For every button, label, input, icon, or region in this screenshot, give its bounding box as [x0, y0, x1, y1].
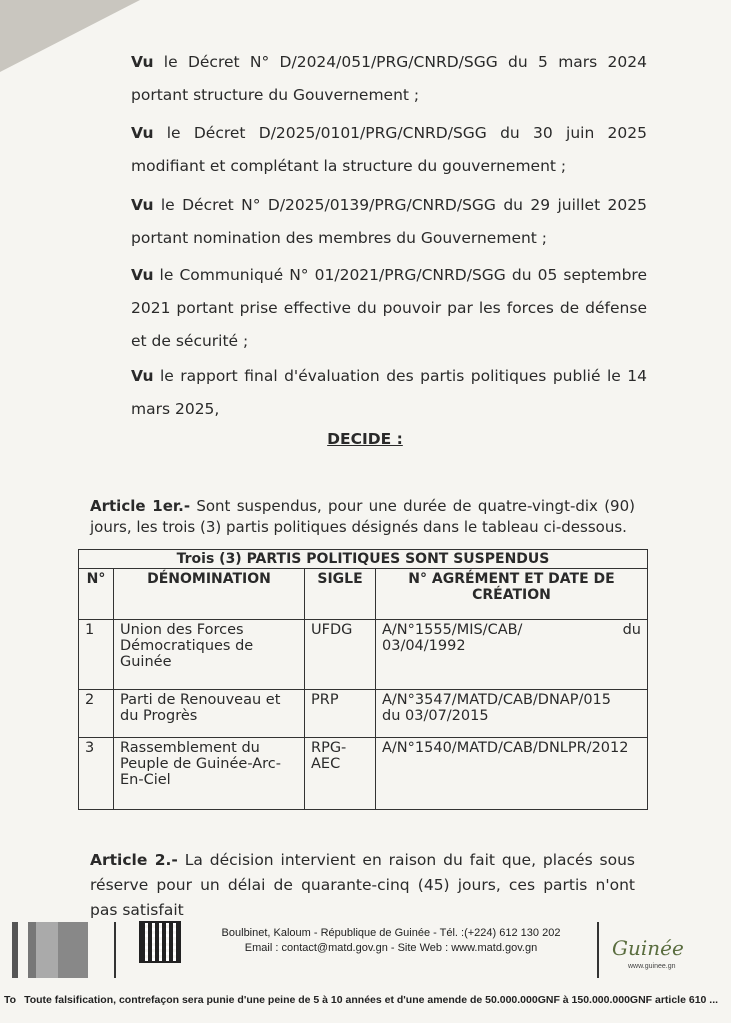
visa-text: le Décret D/2025/0101/PRG/CNRD/SGG du 30 juin 2025 modifiant et complétant la structure du gouvernement ; [131, 124, 647, 175]
cell-agrement [376, 738, 648, 810]
footer-address: Boulbinet, Kaloum - République de Guinée - Tél. :(+224) 612 130 202 [221, 927, 561, 939]
cell-sigle: RPG-AEC [305, 738, 376, 810]
article-1 [90, 496, 635, 538]
visa-prefix: Vu [131, 124, 154, 142]
suspended-parties-table [78, 549, 648, 810]
article-2 [90, 848, 635, 923]
qr-code-icon [139, 921, 181, 963]
agrement-suffix: du [622, 622, 641, 638]
agrement-number: A/N°1555/MIS/CAB/ [382, 622, 523, 638]
visa-prefix: Vu [131, 367, 154, 385]
visa-text: le Décret N° D/2024/051/PRG/CNRD/SGG du 5 mars 2024 portant structure du Gouvernement ; [131, 53, 647, 104]
table-row [79, 690, 648, 738]
header-sigle: SIGLE [305, 569, 376, 620]
cell-agrement [376, 690, 648, 738]
footer-warning-text: Toute falsification, contrefaçon sera punie d'une peine de 5 à 10 années et d'une amende de 50.000.000GNF à 150.000.000GNF article 610 ... [24, 994, 719, 1006]
decide-heading: DECIDE : [327, 430, 403, 448]
footer-divider [597, 922, 599, 978]
cell-agrement [376, 620, 648, 690]
visa-3 [131, 189, 647, 255]
guinee-logo-url: www.guinee.gn [628, 963, 676, 970]
visa-prefix: Vu [131, 196, 154, 214]
article-2-label: Article 2.- [90, 851, 178, 869]
visa-text: le Communiqué N° 01/2021/PRG/CNRD/SGG du 05 septembre 2021 portant prise effective du pouvoir par les forces de défense et de sécurité ; [131, 266, 647, 350]
article-1-text: Sont suspendus, pour une durée de quatre-vingt-dix (90) jours, les trois (3) partis politiques désignés dans le tableau ci-dessous. [90, 497, 635, 536]
header-num: N° [79, 569, 114, 620]
cell-num: 1 [79, 620, 114, 690]
cell-name: Rassemblement du Peuple de Guinée-Arc-En-Ciel [114, 738, 305, 810]
footer-contact [196, 926, 586, 956]
footer-lead: To [4, 994, 17, 1006]
header-denomination: DÉNOMINATION [114, 569, 305, 620]
agrement-date: du 03/07/2015 [382, 708, 489, 724]
article-1-label: Article 1er.- [90, 497, 191, 515]
cell-sigle: PRP [305, 690, 376, 738]
visa-prefix: Vu [131, 266, 154, 284]
visa-text: le rapport final d'évaluation des partis politiques publié le 14 mars 2025, [131, 367, 647, 418]
footer-divider [114, 922, 116, 978]
table-caption: Trois (3) PARTIS POLITIQUES SONT SUSPENDUS [79, 550, 648, 569]
visa-prefix: Vu [131, 53, 154, 71]
agrement-date: 03/04/1992 [382, 638, 466, 654]
falsification-warning [4, 994, 724, 1006]
cell-sigle: UFDG [305, 620, 376, 690]
article-2-text: La décision intervient en raison du fait que, placés sous réserve pour un délai de quarante-cinq (45) jours, ces partis n'ont pas satisfait [90, 851, 635, 919]
agrement-number: A/N°3547/MATD/CAB/DNAP/015 [382, 692, 612, 708]
cell-name: Union des Forces Démocratiques de Guinée [114, 620, 305, 690]
guinee-logo: Guinée [612, 936, 684, 960]
footer-email-web: Email : contact@matd.gov.gn - Site Web : www.matd.gov.gn [244, 942, 538, 954]
header-agrement: N° AGRÉMENT ET DATE DE CRÉATION [376, 569, 648, 620]
cell-num: 2 [79, 690, 114, 738]
visa-2 [131, 117, 647, 183]
visa-5 [131, 360, 647, 426]
visa-1 [131, 46, 647, 112]
cell-name: Parti de Renouveau et du Progrès [114, 690, 305, 738]
visa-4 [131, 259, 647, 358]
visa-text: le Décret N° D/2025/0139/PRG/CNRD/SGG du 29 juillet 2025 portant nomination des membres du Gouvernement ; [131, 196, 647, 247]
table-header-row [79, 569, 648, 620]
barcode-graphic [12, 922, 88, 978]
table-row [79, 738, 648, 810]
folded-corner [0, 0, 140, 72]
table-row [79, 620, 648, 690]
agrement-number: A/N°1540/MATD/CAB/DNLPR/2012 [382, 740, 629, 756]
cell-num: 3 [79, 738, 114, 810]
